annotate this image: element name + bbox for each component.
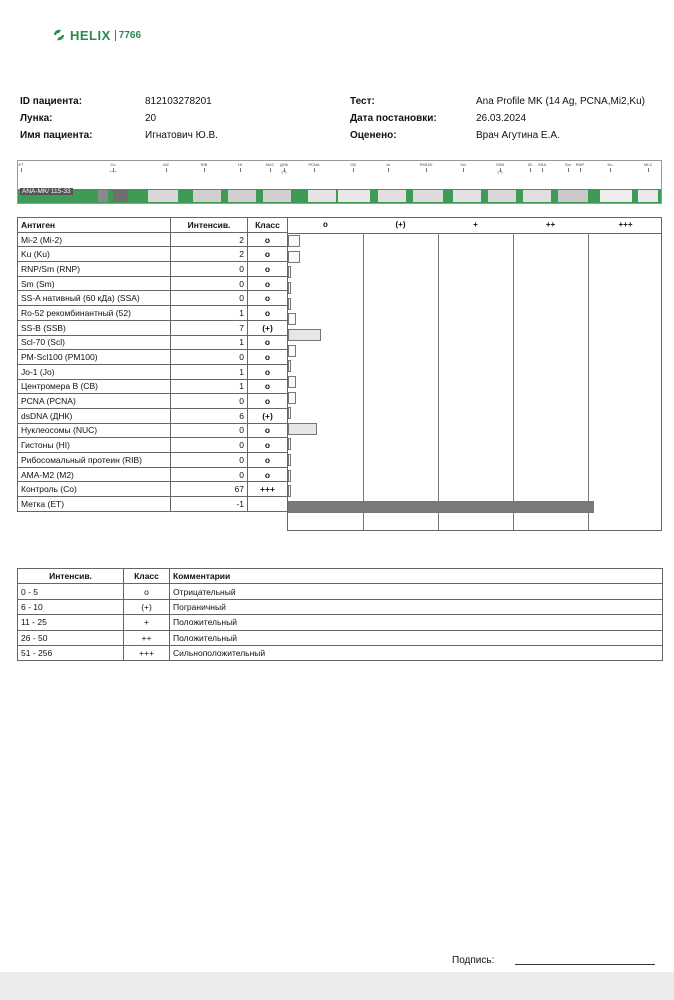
chart-class-label: (+) bbox=[395, 220, 406, 229]
intensity-cell: 2 bbox=[171, 247, 248, 262]
chart-bar bbox=[288, 235, 300, 247]
intensity-cell: 6 bbox=[171, 408, 248, 423]
antigen-cell: Нуклеосомы (NUC) bbox=[18, 423, 171, 438]
strip-label: Co bbox=[110, 162, 116, 167]
strip-tick bbox=[580, 168, 581, 172]
antigen-cell: Центромера В (CB) bbox=[18, 379, 171, 394]
chart-bar bbox=[288, 360, 291, 372]
strip-label: SSB bbox=[495, 162, 505, 167]
legend-header-intensity: Интенсив. bbox=[18, 569, 124, 584]
strip-label: PCNA bbox=[308, 162, 320, 167]
intensity-cell: 0 bbox=[171, 467, 248, 482]
class-cell: o bbox=[248, 262, 288, 277]
strip-segment bbox=[558, 190, 588, 202]
class-cell: o bbox=[248, 453, 288, 468]
table-row bbox=[18, 438, 288, 453]
chart-gridline bbox=[363, 233, 364, 530]
strip-tick bbox=[463, 168, 464, 172]
strip-tick bbox=[648, 168, 649, 172]
chart-header-line bbox=[288, 233, 661, 234]
legend-range: 26 - 50 bbox=[18, 630, 124, 645]
antigen-cell: SS-B (SSB) bbox=[18, 320, 171, 335]
antigen-cell: Jo-1 (Jo) bbox=[18, 364, 171, 379]
test-strip bbox=[17, 160, 662, 204]
header-antigen: Антиген bbox=[18, 218, 171, 233]
legend-row bbox=[18, 630, 663, 645]
chart-bar bbox=[288, 282, 291, 294]
strip-label: Scl bbox=[460, 162, 466, 167]
strip-mark: (+) bbox=[281, 169, 287, 174]
table-row bbox=[18, 408, 288, 423]
chart-class-label: + bbox=[473, 220, 478, 229]
legend-class: + bbox=[124, 615, 170, 630]
legend-range: 0 - 5 bbox=[18, 584, 124, 599]
class-cell: o bbox=[248, 379, 288, 394]
strip-tick bbox=[270, 168, 271, 172]
chart-bar bbox=[288, 423, 317, 435]
chart-bar bbox=[288, 266, 291, 278]
antigen-cell: Метка (ET) bbox=[18, 497, 171, 512]
intensity-cell: 0 bbox=[171, 350, 248, 365]
class-cell: (+) bbox=[248, 408, 288, 423]
table-row bbox=[18, 335, 288, 350]
strip-tick bbox=[314, 168, 315, 172]
chart-bar bbox=[288, 392, 296, 404]
chart-class-label: +++ bbox=[618, 220, 633, 229]
legend-comment: Положительный bbox=[170, 630, 663, 645]
chart-bar bbox=[288, 329, 321, 341]
header-intensity: Интенсив. bbox=[171, 218, 248, 233]
class-cell: o bbox=[248, 276, 288, 291]
strip-tick bbox=[353, 168, 354, 172]
class-cell: o bbox=[248, 394, 288, 409]
chart-bar bbox=[288, 501, 594, 513]
results-header-row bbox=[18, 218, 288, 233]
chart-bar bbox=[288, 485, 291, 497]
strip-tick bbox=[610, 168, 611, 172]
class-cell: o bbox=[248, 291, 288, 306]
legend-comment: Отрицательный bbox=[170, 584, 663, 599]
intensity-cell: 67 bbox=[171, 482, 248, 497]
brand-number: 7766 bbox=[115, 30, 141, 41]
strip-tick bbox=[21, 168, 22, 172]
strip-tick bbox=[388, 168, 389, 172]
strip-segment bbox=[193, 190, 221, 202]
strip-label: HI bbox=[238, 162, 242, 167]
strip-segment bbox=[113, 190, 128, 202]
strip-segment bbox=[488, 190, 516, 202]
table-row bbox=[18, 379, 288, 394]
table-row bbox=[18, 291, 288, 306]
table-row bbox=[18, 306, 288, 321]
strip-label: SSA bbox=[537, 162, 547, 167]
table-row bbox=[18, 423, 288, 438]
antigen-cell: SS-A нативный (60 кДа) (SSA) bbox=[18, 291, 171, 306]
legend-row bbox=[18, 645, 663, 660]
strip-label: NUC bbox=[265, 162, 275, 167]
strip-label: Sm bbox=[565, 162, 571, 167]
legend-range: 6 - 10 bbox=[18, 599, 124, 614]
signature-line bbox=[515, 964, 655, 965]
strip-segment bbox=[638, 190, 658, 202]
antigen-cell: Ro-52 рекомбинантный (52) bbox=[18, 306, 171, 321]
strip-tick bbox=[530, 168, 531, 172]
strip-segment bbox=[453, 190, 481, 202]
strip-label: 52 bbox=[527, 162, 533, 167]
header-class: Класс bbox=[248, 218, 288, 233]
strip-mark: (+) bbox=[497, 169, 503, 174]
class-cell: +++ bbox=[248, 482, 288, 497]
class-cell: o bbox=[248, 423, 288, 438]
legend-class: o bbox=[124, 584, 170, 599]
antigen-cell: Sm (Sm) bbox=[18, 276, 171, 291]
legend-row bbox=[18, 599, 663, 614]
intensity-cell: 1 bbox=[171, 306, 248, 321]
rated-value: Врач Агутина Е.А. bbox=[476, 130, 560, 141]
intensity-cell: 0 bbox=[171, 276, 248, 291]
legend-header-row bbox=[18, 569, 663, 584]
legend-class: +++ bbox=[124, 645, 170, 660]
class-cell: o bbox=[248, 306, 288, 321]
strip-label: RIB bbox=[200, 162, 208, 167]
strip-segment bbox=[378, 190, 406, 202]
intensity-cell: 2 bbox=[171, 232, 248, 247]
class-cell: o bbox=[248, 247, 288, 262]
strip-label: Ku bbox=[607, 162, 613, 167]
table-row bbox=[18, 453, 288, 468]
date-value: 26.03.2024 bbox=[476, 113, 527, 124]
table-row bbox=[18, 232, 288, 247]
strip-label: RNP bbox=[575, 162, 585, 167]
chart-gridline bbox=[513, 233, 514, 530]
intensity-cell: 1 bbox=[171, 364, 248, 379]
table-row bbox=[18, 320, 288, 335]
class-cell: o bbox=[248, 232, 288, 247]
strip-segment bbox=[413, 190, 443, 202]
antigen-cell: Ku (Ku) bbox=[18, 247, 171, 262]
legend-class: ++ bbox=[124, 630, 170, 645]
well-value: 20 bbox=[145, 113, 157, 124]
chart-class-label: ++ bbox=[545, 220, 556, 229]
legend-comment: Пограничный bbox=[170, 599, 663, 614]
legend-row bbox=[18, 584, 663, 599]
strip-tick bbox=[204, 168, 205, 172]
strip-segment bbox=[228, 190, 256, 202]
chart-class-label: o bbox=[323, 220, 328, 229]
helix-logo-icon bbox=[52, 28, 66, 42]
patient-name-label: Имя пациента: bbox=[20, 130, 93, 141]
intensity-cell: 0 bbox=[171, 262, 248, 277]
class-cell bbox=[248, 497, 288, 512]
table-row bbox=[18, 497, 288, 512]
strip-tick bbox=[240, 168, 241, 172]
strip-segment bbox=[98, 190, 108, 202]
strip-label: PM100 bbox=[419, 162, 433, 167]
class-cell: (+) bbox=[248, 320, 288, 335]
chart-bar bbox=[288, 407, 291, 419]
legend-header-comment: Комментарии bbox=[170, 569, 663, 584]
antigen-cell: Гистоны (HI) bbox=[18, 438, 171, 453]
strip-tick bbox=[166, 168, 167, 172]
chart-gridline bbox=[438, 233, 439, 530]
patient-name-value: Игнатович Ю.В. bbox=[145, 130, 218, 141]
well-label: Лунка: bbox=[20, 113, 53, 124]
legend-range: 11 - 25 bbox=[18, 615, 124, 630]
strip-label: ДНК bbox=[280, 162, 288, 167]
class-cell: o bbox=[248, 350, 288, 365]
strip-name: ANA-MK/ 115-33 bbox=[22, 188, 71, 195]
antigen-cell: RNP/Sm (RNP) bbox=[18, 262, 171, 277]
table-row bbox=[18, 262, 288, 277]
patient-id-label: ID пациента: bbox=[20, 96, 83, 107]
legend-range: 51 - 256 bbox=[18, 645, 124, 660]
intensity-cell: 0 bbox=[171, 453, 248, 468]
date-label: Дата постановки: bbox=[350, 113, 437, 124]
test-label: Тест: bbox=[350, 96, 375, 107]
legend-row bbox=[18, 615, 663, 630]
intensity-cell: 1 bbox=[171, 379, 248, 394]
antigen-cell: Scl-70 (Scl) bbox=[18, 335, 171, 350]
footer-shade bbox=[0, 972, 674, 1000]
antigen-cell: PM-Scl100 (PM100) bbox=[18, 350, 171, 365]
chart-bar bbox=[288, 438, 291, 450]
intensity-cell: 0 bbox=[171, 394, 248, 409]
legend-class: (+) bbox=[124, 599, 170, 614]
intensity-chart bbox=[287, 217, 662, 531]
strip-tick bbox=[568, 168, 569, 172]
intensity-cell: 0 bbox=[171, 291, 248, 306]
brand-name: HELIX bbox=[70, 27, 111, 43]
class-cell: o bbox=[248, 467, 288, 482]
strip-tick bbox=[426, 168, 427, 172]
strip-tick bbox=[542, 168, 543, 172]
antigen-cell: PCNA (PCNA) bbox=[18, 394, 171, 409]
legend-comment: Сильноположительный bbox=[170, 645, 663, 660]
class-cell: o bbox=[248, 335, 288, 350]
table-row bbox=[18, 482, 288, 497]
chart-gridline bbox=[588, 233, 589, 530]
chart-bar bbox=[288, 298, 291, 310]
intensity-cell: 0 bbox=[171, 423, 248, 438]
class-cell: o bbox=[248, 364, 288, 379]
antigen-cell: AMA-M2 (M2) bbox=[18, 467, 171, 482]
intensity-cell: 0 bbox=[171, 438, 248, 453]
strip-segment bbox=[263, 190, 291, 202]
chart-bar bbox=[288, 313, 296, 325]
strip-label: Jo bbox=[385, 162, 391, 167]
legend-table bbox=[17, 568, 663, 661]
chart-bar bbox=[288, 454, 291, 466]
test-value: Ana Profile MK (14 Ag, PCNA,Mi2,Ku) bbox=[476, 96, 645, 107]
strip-label: ET bbox=[18, 162, 24, 167]
table-row bbox=[18, 394, 288, 409]
table-row bbox=[18, 467, 288, 482]
strip-label: M2 bbox=[163, 162, 169, 167]
table-row bbox=[18, 364, 288, 379]
intensity-cell: 1 bbox=[171, 335, 248, 350]
helix-logo bbox=[52, 24, 141, 46]
table-row bbox=[18, 350, 288, 365]
table-row bbox=[18, 276, 288, 291]
class-cell: o bbox=[248, 438, 288, 453]
legend-header-class: Класс bbox=[124, 569, 170, 584]
chart-bar bbox=[288, 470, 291, 482]
strip-mark: +++ bbox=[109, 169, 117, 174]
antigen-cell: Mi-2 (Mi-2) bbox=[18, 232, 171, 247]
legend-comment: Положительный bbox=[170, 615, 663, 630]
signature-label: Подпись: bbox=[452, 955, 495, 966]
table-row bbox=[18, 247, 288, 262]
strip-segment bbox=[308, 190, 336, 202]
antigen-cell: dsDNA (ДНК) bbox=[18, 408, 171, 423]
chart-bar bbox=[288, 345, 296, 357]
results-table bbox=[17, 217, 288, 512]
chart-bar bbox=[288, 376, 296, 388]
rated-label: Оценено: bbox=[350, 130, 397, 141]
strip-segment bbox=[148, 190, 178, 202]
intensity-cell: -1 bbox=[171, 497, 248, 512]
chart-bar bbox=[288, 251, 300, 263]
antigen-cell: Рибосомальный протеин (RIB) bbox=[18, 453, 171, 468]
strip-segment bbox=[338, 190, 370, 202]
antigen-cell: Контроль (Co) bbox=[18, 482, 171, 497]
patient-id-value: 812103278201 bbox=[145, 96, 212, 107]
intensity-cell: 7 bbox=[171, 320, 248, 335]
strip-label: Mi-2 bbox=[644, 162, 652, 167]
strip-segment bbox=[523, 190, 551, 202]
strip-label: CB bbox=[350, 162, 356, 167]
strip-segment bbox=[600, 190, 632, 202]
